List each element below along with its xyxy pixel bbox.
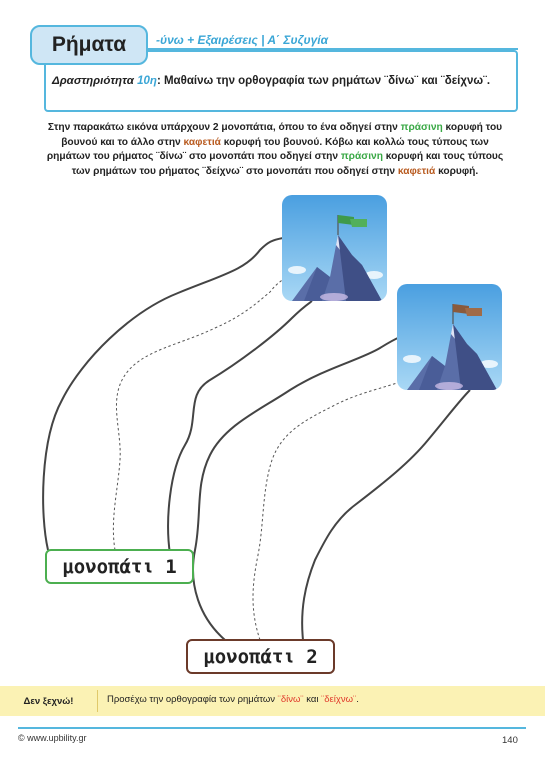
reminder-divider (97, 690, 98, 712)
green-word: πράσινη (340, 151, 383, 162)
green-peak-image (282, 195, 387, 301)
footer-divider (18, 727, 526, 729)
activity-label: Δραστηριότητα (52, 75, 134, 87)
copyright-text: © www.upbility.gr (18, 733, 87, 743)
activity-text: : Μαθαίνω την ορθογραφία των ρημάτων ¨δίνω¨ και ¨δείχνω¨. (156, 75, 491, 87)
reminder-part: και (303, 694, 322, 705)
instructions-part: κορυφή και τους τύπους των ρημάτων του ρήματος ¨δείχνω¨ στο μονοπάτι που οδηγεί στην (71, 151, 504, 177)
path-1-label: μονοπάτι 1 (45, 549, 194, 584)
path-1-center-dashed (113, 275, 290, 550)
reminder-word: ¨δίνω¨ (277, 694, 304, 705)
page-title: Ρήματα (30, 25, 148, 65)
reminder-word: ¨δείχνω¨ (321, 694, 357, 705)
reminder-text (107, 694, 359, 705)
path-2-right-edge (302, 390, 470, 640)
page-number: 140 (502, 735, 518, 746)
brown-word: καφετιά (183, 136, 221, 148)
path-1-right-edge (168, 301, 312, 554)
instructions-part: κορυφή. (435, 165, 479, 177)
path-2-center-dashed (253, 368, 425, 640)
path-2-left-edge (193, 337, 400, 640)
instructions-part: Στην παρακάτω εικόνα υπάρχουν 2 μονοπάτια, όπου το ένα οδηγεί στην (47, 122, 401, 133)
path-1-left-edge (43, 238, 283, 550)
brown-peak-image (397, 284, 502, 390)
reminder-part: Προσέχω την ορθογραφία των ρημάτων (107, 694, 278, 705)
page-subtitle: -ύνω + Εξαιρέσεις | Α΄ Συζυγία (156, 33, 329, 47)
activity-number: 10η (137, 75, 157, 87)
reminder-label: Δεν ξεχνώ! (23, 695, 74, 707)
instructions-part: κορυφή του βουνού και το άλλο στην (61, 122, 503, 148)
reminder-part: . (356, 694, 359, 705)
path-2-label: μονοπάτι 2 (186, 639, 335, 674)
green-word: πράσινη (400, 122, 443, 133)
brown-word: καφετιά (397, 165, 436, 177)
instructions-part: κορυφή του βουνού. Κόβω και κολλώ τους τύπους των ρημάτων του ρήματος ¨δίνω¨ στο μονοπάτι που οδηγεί στην (46, 136, 489, 162)
